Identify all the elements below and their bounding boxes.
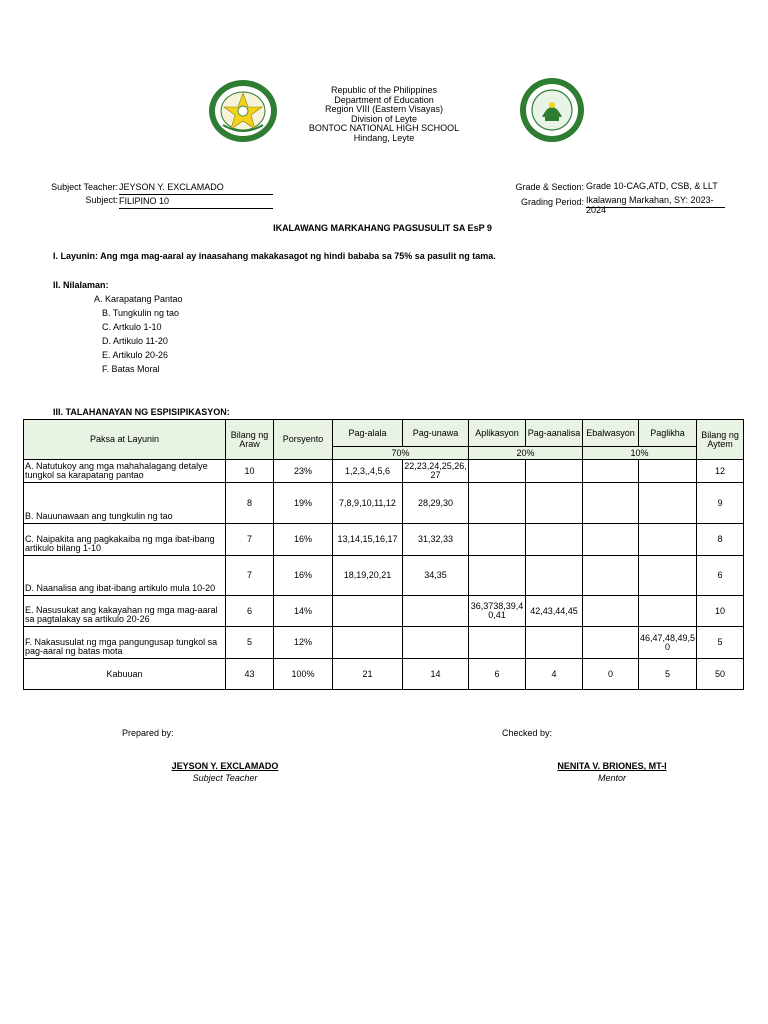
cell-paksa: F. Nakasusulat ng mga pangungusap tungkol sa pag-aaral ng batas mota — [24, 627, 226, 659]
total-aytem: 50 — [697, 659, 744, 690]
header-line: Department of Education — [334, 94, 434, 105]
cell-ebalwasyon — [583, 524, 639, 556]
cell-araw: 6 — [226, 596, 274, 627]
cell-aplikasyon — [469, 483, 526, 524]
cell-paglikha — [639, 483, 697, 524]
header-pct10: 10% — [583, 447, 697, 460]
checked-name-text: NENITA V. BRIONES, MT-I — [557, 761, 667, 771]
teacher-label: Subject Teacher: — [51, 182, 118, 192]
header-aytem: Bilang ng Aytem — [697, 420, 744, 460]
cell-alala — [333, 596, 403, 627]
period-label: Grading Period: — [520, 197, 584, 207]
cell-aplikasyon — [469, 524, 526, 556]
table-header-row — [24, 420, 744, 447]
content-item: D. Artikulo 11-20 — [102, 336, 168, 346]
total-ebalwasyon: 0 — [583, 659, 639, 690]
total-aanalisa: 4 — [526, 659, 583, 690]
cell-ebalwasyon — [583, 556, 639, 596]
cell-alala: 1,2,3,,4,5,6 — [333, 460, 403, 483]
table-row — [24, 627, 744, 659]
cell-unawa — [403, 627, 469, 659]
period-value: Ikalawang Markahan, SY: 2023-2024 — [586, 195, 725, 208]
objective-text: I. Layunin: Ang mga mag-aaral ay inaasahang makakasagot ng hindi bababa sa 75% sa pasulit ng tama. — [53, 251, 496, 261]
header-unawa: Pag-unawa — [403, 420, 469, 447]
cell-aytem: 5 — [697, 627, 744, 659]
table-heading: III. TALAHANAYAN NG ESPISIPIKASYON: — [53, 407, 230, 417]
specification-table — [23, 419, 744, 690]
cell-ebalwasyon — [583, 483, 639, 524]
table-row — [24, 596, 744, 627]
content-item: A. Karapatang Pantao — [94, 294, 183, 304]
cell-paksa: E. Nasusukat ang kakayahan ng mga mag-aaral sa pagtalakay sa artikulo 20-26 — [24, 596, 226, 627]
subject-value: FILIPINO 10 — [119, 196, 273, 209]
prepared-name-text: JEYSON Y. EXCLAMADO — [171, 761, 279, 771]
cell-aplikasyon: 36,3738,39,4 0,41 — [469, 596, 526, 627]
cell-ebalwasyon — [583, 460, 639, 483]
cell-aanalisa — [526, 524, 583, 556]
cell-unawa: 22,23,24,25,26, 27 — [403, 460, 469, 483]
cell-ebalwasyon — [583, 596, 639, 627]
header-line: Division of Leyte — [350, 113, 418, 124]
cell-paglikha — [639, 524, 697, 556]
checked-role: Mentor — [597, 773, 626, 783]
cell-aanalisa — [526, 460, 583, 483]
header-porsyento: Porsyento — [274, 420, 333, 460]
header-pct70: 70% — [333, 447, 469, 460]
checked-name — [537, 761, 687, 771]
prepared-label: Prepared by: — [122, 728, 174, 738]
cell-unawa: 31,32,33 — [403, 524, 469, 556]
total-porsyento: 100% — [274, 659, 333, 690]
cell-paglikha: 46,47,48,49,5 0 — [639, 627, 697, 659]
exam-title: IKALAWANG MARKAHANG PAGSUSULIT SA EsP 9 — [273, 223, 492, 233]
content-item: F. Batas Moral — [102, 364, 160, 374]
cell-aplikasyon — [469, 556, 526, 596]
content-item: B. Tungkulin ng tao — [102, 308, 180, 318]
table-row — [24, 556, 744, 596]
table-row — [24, 524, 744, 556]
subject-label: Subject: — [85, 195, 118, 205]
cell-paksa: B. Nauunawaan ang tungkulin ng tao — [24, 483, 226, 524]
cell-alala: 18,19,20,21 — [333, 556, 403, 596]
header-ebalwasyon: Ebalwasyon — [583, 420, 639, 447]
cell-paksa: C. Naipakita ang pagkakaiba ng mga ibat-ibang artikulo bilang 1-10 — [24, 524, 226, 556]
cell-porsyento: 19% — [274, 483, 333, 524]
header-aplikasyon: Aplikasyon — [469, 420, 526, 447]
total-aplikasyon: 6 — [469, 659, 526, 690]
content-heading: II. Nilalaman: — [53, 280, 109, 290]
cell-aytem: 9 — [697, 483, 744, 524]
cell-alala — [333, 627, 403, 659]
cell-unawa: 34,35 — [403, 556, 469, 596]
cell-aytem: 12 — [697, 460, 744, 483]
total-araw: 43 — [226, 659, 274, 690]
header-araw: Bilang ng Araw — [226, 420, 274, 460]
header-paksa: Paksa at Layunin — [24, 420, 226, 460]
header-alala: Pag-alala — [333, 420, 403, 447]
cell-araw: 5 — [226, 627, 274, 659]
cell-paglikha — [639, 596, 697, 627]
cell-araw: 10 — [226, 460, 274, 483]
cell-aanalisa — [526, 483, 583, 524]
header-paglikha: Paglikha — [639, 420, 697, 447]
table-row — [24, 483, 744, 524]
prepared-role: Subject Teacher — [192, 773, 258, 783]
content-item: E. Artikulo 20-26 — [102, 350, 169, 360]
school-seal-logo — [517, 77, 587, 143]
table-total-row — [24, 659, 744, 690]
cell-porsyento: 14% — [274, 596, 333, 627]
header-pct20: 20% — [469, 447, 583, 460]
header-line: BONTOC NATIONAL HIGH SCHOOL — [308, 123, 460, 134]
cell-araw: 7 — [226, 524, 274, 556]
cell-alala: 7,8,9,10,11,12 — [333, 483, 403, 524]
cell-araw: 8 — [226, 483, 274, 524]
cell-aplikasyon — [469, 460, 526, 483]
cell-unawa: 28,29,30 — [403, 483, 469, 524]
total-alala: 21 — [333, 659, 403, 690]
header-line: Region VIII (Eastern Visayas) — [325, 104, 443, 115]
total-unawa: 14 — [403, 659, 469, 690]
grade-label: Grade & Section: — [515, 182, 584, 192]
total-paglikha: 5 — [639, 659, 697, 690]
table-row — [24, 460, 744, 483]
cell-paksa: A. Natutukoy ang mga mahahalagang detalye tungkol sa karapatang pantao — [24, 460, 226, 483]
cell-aytem: 8 — [697, 524, 744, 556]
cell-porsyento: 16% — [274, 556, 333, 596]
cell-aplikasyon — [469, 627, 526, 659]
teacher-value: JEYSON Y. EXCLAMADO — [119, 182, 273, 195]
content-item: C. Artkulo 1-10 — [102, 322, 162, 332]
cell-paksa: D. Naanalisa ang ibat-ibang artikulo mula 10-20 — [24, 556, 226, 596]
cell-unawa — [403, 596, 469, 627]
cell-porsyento: 16% — [274, 524, 333, 556]
cell-paglikha — [639, 556, 697, 596]
checked-label: Checked by: — [502, 728, 553, 738]
cell-aanalisa — [526, 627, 583, 659]
cell-paglikha — [639, 460, 697, 483]
cell-ebalwasyon — [583, 627, 639, 659]
cell-aanalisa: 42,43,44,45 — [526, 596, 583, 627]
cell-porsyento: 23% — [274, 460, 333, 483]
cell-aytem: 10 — [697, 596, 744, 627]
cell-porsyento: 12% — [274, 627, 333, 659]
cell-araw: 7 — [226, 556, 274, 596]
prepared-name — [150, 761, 300, 771]
header-line: Republic of the Philippines — [330, 85, 438, 95]
header-line: Hindang, Leyte — [353, 133, 415, 143]
grade-value: Grade 10-CAG,ATD, CSB, & LLT — [586, 181, 718, 191]
header-aanalisa: Pag-aanalisa — [526, 420, 583, 447]
cell-alala: 13,14,15,16,17 — [333, 524, 403, 556]
total-label: Kabuuan — [24, 659, 226, 690]
cell-aanalisa — [526, 556, 583, 596]
cell-aytem: 6 — [697, 556, 744, 596]
